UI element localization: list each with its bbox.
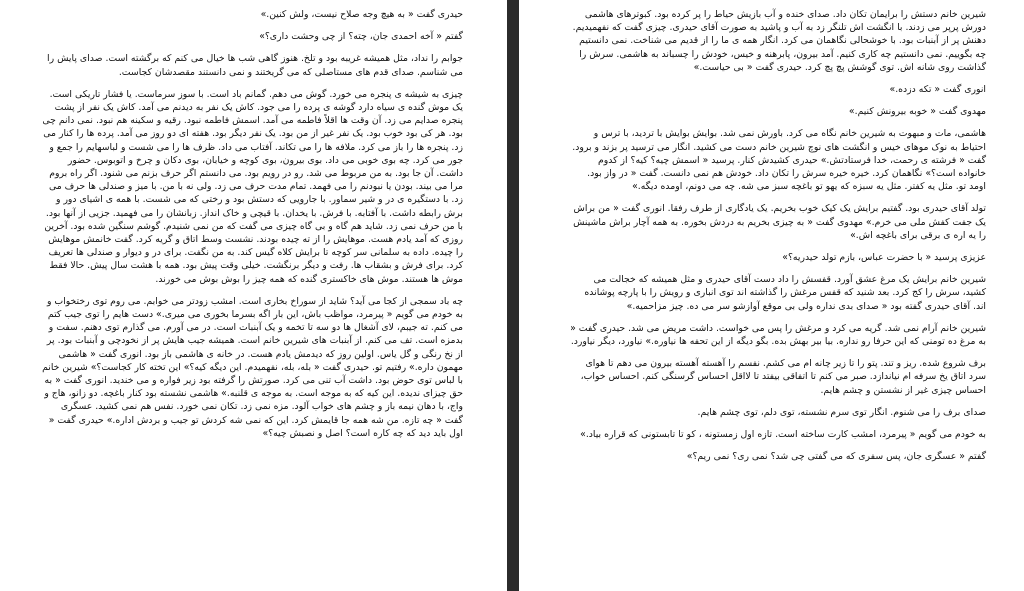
- paragraph: شیرین خانم دستش را برایمان تکان داد. صدای خنده و آب بازیش حیاط را پر کرده بود. کبوترهای هاشمی دورش پرپر می زدند. با انگشت اش تلنگر زد به آب و پاشید به صورت آقای حیدری. چیزی گفت که نفهمیدیم. دهنش پر از آبنبات بود. با خوشحالی نگاهمان می کرد. انگار همه ی ما را از قدیم می شناخت. نمی دانستیم چه بگوییم. نمی دانستیم چه کاری کنیم. آمد بیرون، پابرهنه و خیس، خودش را چسباند به هاشمی. سرش را گذاشت روی شانه اش. توی گوشش پچ پچ کرد. حیدری گفت « بی حیاست.»: [572, 9, 986, 73]
- paragraph: شیرین خانم برایش یک مرغ عشق آورد. قفسش را داد دست آقای حیدری و مثل همیشه که خجالت می کشید، سرش را کج کرد. بعد شنید که قفس مرغش را گذاشته اند توی انباری و رویش را با پارچه پوشانده اند. آقای حیدری گفته بود « صدای بدی نداره ولی بی موقع آوازشو سر می ده. چیز مزاحمیه.»: [584, 274, 986, 312]
- paragraph: هاشمی، مات و مبهوت به شیرین خانم نگاه می کرد. باورش نمی شد. بوایش بوایش با تردید، با ترس و احتیاط به نوک موهای خیس و انگشت های نوچ شیرین خانم دست می کشید. انگار می ترسید پر بزند و برود. گفت « فرشته ی رحمت، خدا فرستادتش.» حیدری کشیدش کنار. پرسید « اسمش چیه؟ کیه؟ از کدوم خانواده است؟» نگاهمان کرد. خیره خیره سرش را تکان داد. خودش هم نمی دانست. گفت « در واز بود. اومد تو. مثل یه کفتر. مثل یه سبزه که یهو تو باغچه سبز می شه. چه می دونم، اومده دیگه.»: [572, 128, 986, 193]
- paragraph: حیدری گفت « به هیچ وجه صلاح نیست، ولش کنین.»: [260, 9, 463, 20]
- paragraph: شیرین خانم آرام نمی شد. گریه می کرد و مرغش را پس می خواست. داشت مریض می شد. حیدری گفت « به مرغ ده تومنی که این حرفا رو نداره. بیا بیر بهش بده. بگو دیگه از این تحفه ها نیاوره.» نیاورد، دیگر نیاورد.: [570, 322, 986, 348]
- paragraph: برف شروع شده. ریز و تند. پتو را تا زیر چانه ام می کشم. نفسم را آهسته آهسته بیرون می دهم تا هوای سرد اتاق یخ سرفه ام نیاندازد. صبر می کنم تا اتفاقی بیفتد تا لااقل احساس گرسنگی کنم. احساس خواب، احساس چیزی غیر از نشستن و چشم هایم.: [580, 358, 986, 396]
- paragraph: چیزی به شیشه ی پنجره می خورد. گوش می دهم. گمانم باد است. با سوز سرماست. یا فشار تاریکی است. یک موش گنده ی سیاه دارد گوشه ی پرده را می جود. کاش یک نفر به دیدنم می آمد. کاش یک نفر از پشت پنجره صدایم می زد. آن وقت ها اقلاً فاطمه می آمد. اسمش فاطمه نبود. رقیه و سکینه هم نبود. نمی دانم چی بود. هر کی بود خوب بود. یک نفر غیر از من بود. یک نفر دیگر بود. هفته ای دو روز می آمد. پرده ها را کنار می زد. پنجره ها را باز می کرد. ملافه ها را می تکاند. آفتاب می داد. ظرف ها را می شست و لباسهایم را جمع و جور می کرد. چه بوی خوبی می داد. بوی بیرون، بوی کوچه و خیابان، بوی دکان و چرخ و اتوبوس. حضور داشت. آن جا بود. به من مربوط می شد. رو در رویم بود. می دانستم اگر حرف بزنم می شنود. اگر راه بروم مرا می بیند. بودن یا نبودنم را می فهمد. تمام مدت حرف می زد. ولی نه با من. با میز و صندلی ها حرف می زد. با دستگیره ی در و شیر سماور. با جارویی که دستش بود و رختی که می شست. با همه ی اشیای دور و برش رابطه داشت. با آفتابه. با فرش. با یخدان. با قیچی و خاک انداز. زبانشان را می فهمید. جزیی از آنها بود. با من حرف نمی زد. شاید هم گاه و بی گاه چیزی می گفت که من نمی شنیدم. گوشم سنگین شده بود. آخرین روزی که آمد یادم هست. موهایش را از ته چیده بودند. نشست وسط اتاق و گریه کرد. گفت خانمش موهایش را چیده. داده به سلمانی سر کوچه تا برایش کلاه گیس کند. به من نگفت. برای در و دیوار و صندلی ها تعریف کرد. برای فرش و بشقاب ها. رفت و دیگر برنگشت. خیلی وقت پیش بود. همه با هشت سال پیش. حالا فقط موش ها هستند. موش های خاکستری گنده که همه چیز را بوش بوش می خورند.: [42, 88, 463, 285]
- paragraph: گفتم « عسگری جان، پس سفری که می گفتی چی شد؟ نمی ری؟ نمی ریم؟»: [686, 451, 986, 463]
- page-gutter-divider: [507, 0, 519, 591]
- book-page-left: [0, 0, 507, 591]
- paragraph: جوابم را نداد، مثل همیشه غریبه بود و تلخ. هنوز گاهی شب ها خیال می کنم که برگشته است. صدای پایش را می شناسم. صدای قدم های مستاصلی که می گریختند و نمی دانستند مقصدشان کجاست.: [47, 53, 463, 78]
- paragraph: صدای برف را می شنوم. انگار توی سرم نشسته، توی دلم، توی چشم هایم.: [697, 406, 986, 418]
- paragraph: گفتم « آخه احمدی جان، چته؟ از چی وحشت داری؟»: [259, 31, 463, 43]
- paragraph: چه باد سمجی از کجا می آید؟ شاید از سوراخ بخاری است. امشب زودتر می خوابم. می روم توی رختخواب و به خودم می گویم « پیرمرد، مواظب باش، این بار اگه بسرما بخوری می میری.» دست هایم را توی جیب کتم می کنم. ته جیبم، لای آشغال ها دو سه تا تخمه و یک آبنبات است. در می آورم. می گذارم توی دهنم. سفت و بدمزه است. تف می کنم. از آبنبات های شیرین خانم است. همیشه جیب هایش پر از نخودچی و آبنبات بود. پر از نخ رنگی و گل یاس. اولین روز که دیدمش یادم هست. در خانه ی هاشمی باز بود. انوری گفت « هاشمی مهمون داره.» رفتیم تو. حیدری گفت « بله، بله، نفهمیدم. این دیگه کیه؟» این تخته کار کجاست؟» شیرین خانم با لباس توی حوض بود. داشت آب تنی می کرد. صورتش را گرفته بود زیر فواره و می خندید. انوری گفت « به حق چیزای ندیده. این کیه که به موجه است. به موجه ی قلنبه.» هاشمی نشسته بود کنار باغچه. دو زانو، هاج و واج، با دهان نیمه باز و چشم های خواب آلود. مزه نمی زد. تکان نمی خورد. نفس هم نمی کشید. عسگری گفت « چه تازه. من شه همه جا قایمش کرد. این که نمی شه کردش تو جیب و بردش اداره.» حیدری گفت « اول باید دید که چه کاره است؟ اصل و نصبش چیه؟»: [42, 295, 463, 439]
- paragraph: انوری گفت « تکه دزده.»: [889, 84, 986, 96]
- paragraph: تولد آقای حیدری بود. گفتیم برایش یک کیک خوب بخریم. یک یادگاری از طرف رفقا. انوری گفت « من براش یک جفت کفش ملی می خرم.» مهدوی گفت « به چیزی بخریم به دردش بخوره. به همه آچار براش ماشینش را یه اره ی برقی برای باغچه اش.»: [573, 203, 986, 241]
- paragraph: به خودم می گویم « پیرمرد، امشب کارت ساخته است. تازه اول زمستونه ، کو تا تابستونی که قراره بیاد.»: [580, 429, 986, 441]
- book-page-right: [519, 0, 1024, 591]
- paragraph: عزیزی پرسید « با حضرت عباس، بازم تولد حیدریه؟»: [782, 252, 986, 264]
- paragraph: مهدوی گفت « خوبه بیرونش کنیم.»: [848, 106, 986, 118]
